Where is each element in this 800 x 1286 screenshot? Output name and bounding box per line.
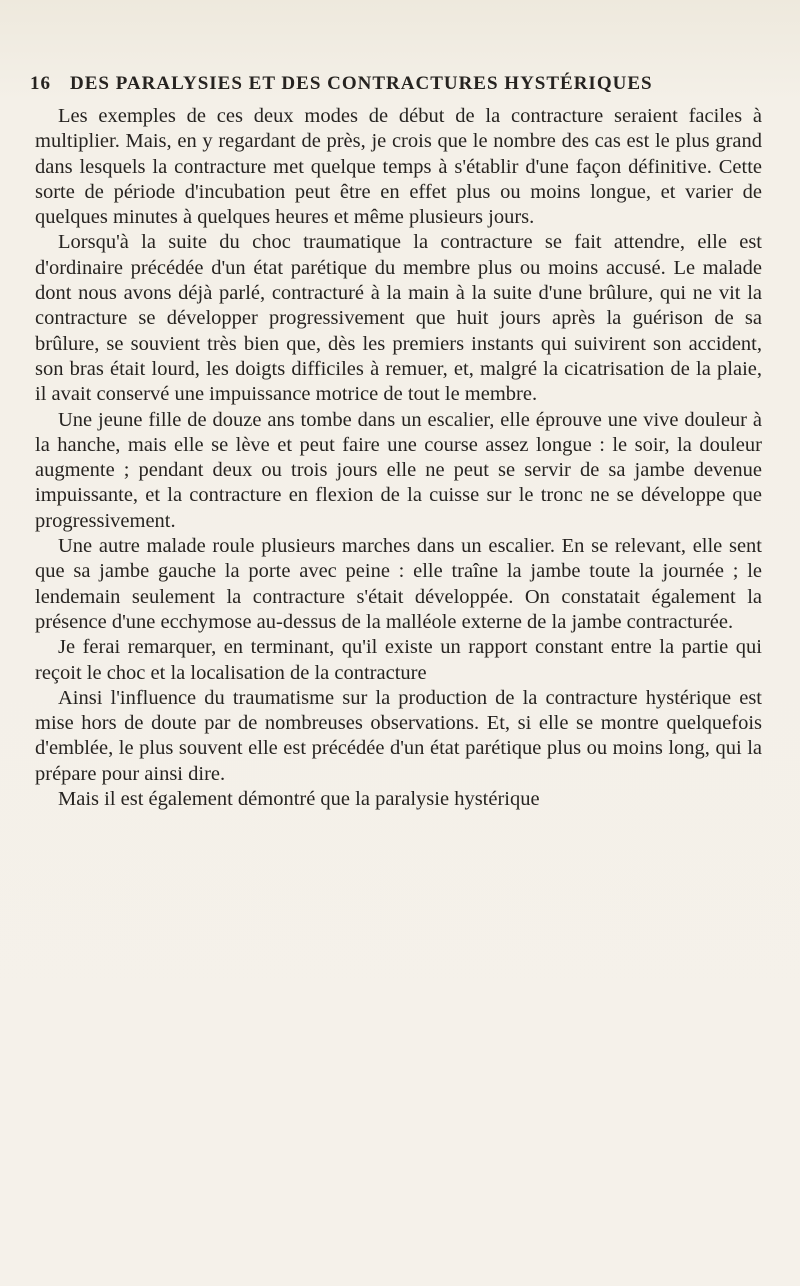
paragraph-2: Lorsqu'à la suite du choc traumatique la contracture se fait attendre, elle est d'ordinaire précédée d'un état parétique du membre plus ou moins accusé. Le malade dont nous avons déjà parlé, contracturé à la main à la suite d'une brûlure, qui ne vit la contracture se développer progressivement que huit jours après la guérison de sa brûlure, se souvient très bien que, dès les premiers instants qui suivirent son accident, son bras était lourd, les doigts difficiles à remuer, et, malgré la cicatrisation de la plaie, il avait conservé une impuissance motrice de tout le membre. — [35, 231, 762, 406]
paragraph-4: Une autre malade roule plusieurs marches dans un escalier. En se relevant, elle sent que sa jambe gauche la porte avec peine : elle traîne la jambe toute la journée ; le lendemain seulement la contracture s'était développée. On constatait également la présence d'une ecchymose au-dessus de la malléole externe de la jambe contracturée. — [35, 535, 762, 633]
page-number: 16 — [30, 73, 51, 94]
running-title: DES PARALYSIES ET DES CONTRACTURES HYSTÉRIQUES — [70, 73, 653, 94]
paragraph-3: Une jeune fille de douze ans tombe dans un escalier, elle éprouve une vive douleur à la hanche, mais elle se lève et peut faire une course assez longue : le soir, la douleur augmente ; pendant deux ou trois jours elle ne peut se servir de sa jambe devenue impuissante, et la contracture en flexion de la cuisse sur le tronc ne se développe que progressivement. — [35, 408, 762, 532]
paragraph-7: Mais il est également démontré que la paralysie hystérique — [58, 788, 540, 811]
paragraph-6: Ainsi l'influence du traumatisme sur la production de la contracture hystérique est mise hors de doute par de nombreuses observations. Et, si elle se montre quelquefois d'emblée, le plus souvent elle est précédée d'un état parétique plus ou moins long, qui la prépare pour ainsi dire. — [35, 686, 762, 785]
paragraph-5: Je ferai remarquer, en terminant, qu'il existe un rapport constant entre la partie qui reçoit le choc et la localisation de la contracture — [35, 636, 762, 684]
paragraph-1: Les exemples de ces deux modes de début de la contracture seraient faciles à multiplier. Mais, en y regardant de près, je crois que le nombre des cas est le plus grand dans lesquels la contracture met quelque temps à s'établir d'une façon définitive. Cette sorte de période d'incubation peut être en effet plus ou moins longue, et varier de quelques minutes à quelques heures et même plusieurs jours. — [35, 105, 762, 229]
body-text — [35, 104, 762, 812]
page-header — [30, 73, 762, 97]
